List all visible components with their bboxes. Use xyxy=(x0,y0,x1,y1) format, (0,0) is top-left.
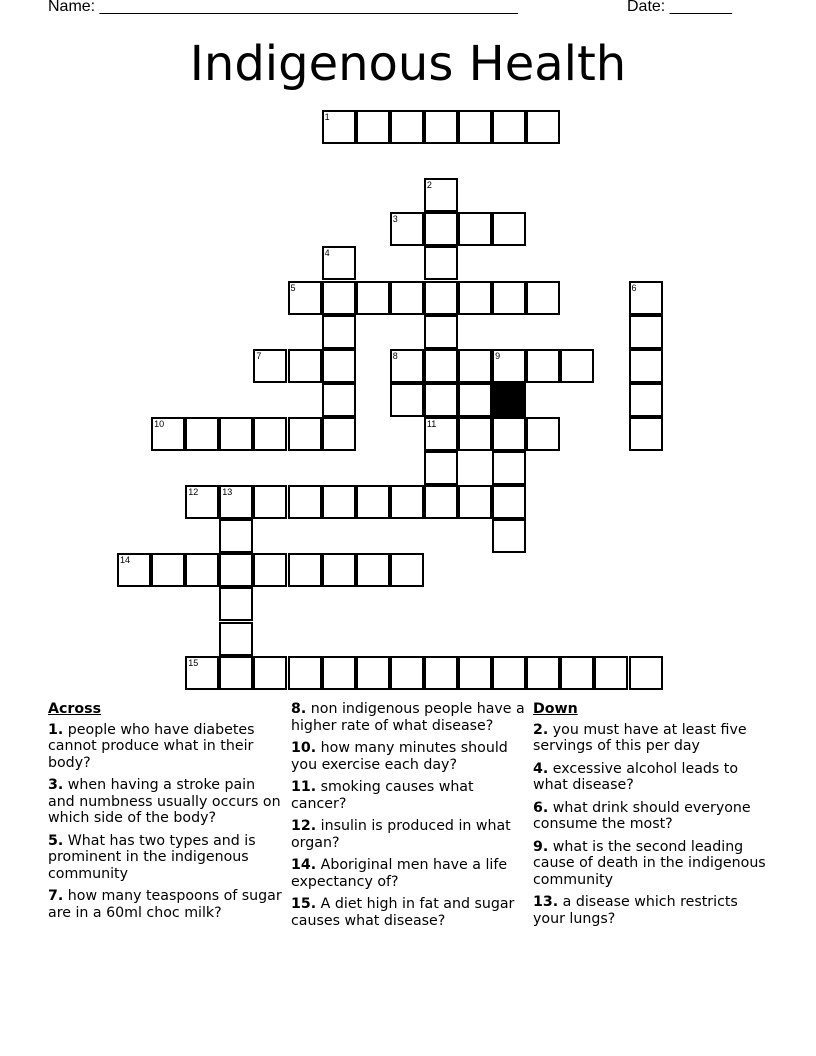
grid-cell[interactable] xyxy=(492,281,526,315)
grid-cell[interactable] xyxy=(253,485,287,519)
clue-item xyxy=(48,722,286,772)
clues-across-column xyxy=(48,701,286,927)
clue-item xyxy=(291,896,529,929)
grid-cell[interactable] xyxy=(424,178,458,212)
clues-down-column xyxy=(533,701,773,933)
grid-cell[interactable] xyxy=(219,656,253,690)
grid-cell[interactable] xyxy=(424,212,458,246)
clue-number: 2 xyxy=(426,180,432,191)
clue-item xyxy=(48,777,286,827)
grid-cell[interactable] xyxy=(629,349,663,383)
grid-cell[interactable] xyxy=(390,281,424,315)
grid-cell[interactable] xyxy=(322,281,356,315)
grid-cell[interactable] xyxy=(458,110,492,144)
across-heading: Across xyxy=(48,701,102,717)
grid-cell[interactable] xyxy=(424,281,458,315)
grid-cell[interactable] xyxy=(322,656,356,690)
clue-number: 4 xyxy=(324,248,330,259)
clue-number: 11 xyxy=(426,418,437,429)
grid-cell[interactable] xyxy=(288,349,322,383)
clue-item-number: 6. xyxy=(533,799,549,816)
clue-item-number: 11. xyxy=(291,779,317,795)
grid-cell[interactable] xyxy=(185,553,219,587)
grid-cell[interactable] xyxy=(219,587,253,621)
grid-cell[interactable] xyxy=(629,281,663,315)
grid-cell[interactable] xyxy=(424,110,458,144)
grid-cell[interactable] xyxy=(424,485,458,519)
clue-item xyxy=(291,818,529,851)
clue-item-number: 14. xyxy=(291,857,317,873)
down-heading: Down xyxy=(533,701,578,717)
grid-cell[interactable] xyxy=(288,553,322,587)
grid-cell[interactable] xyxy=(526,656,560,690)
grid-cell[interactable] xyxy=(424,383,458,417)
clue-item-number: 1. xyxy=(48,721,64,738)
grid-cell[interactable] xyxy=(390,383,424,417)
grid-cell[interactable] xyxy=(288,417,322,451)
grid-cell[interactable] xyxy=(322,553,356,587)
grid-cell[interactable] xyxy=(492,485,526,519)
grid-cell[interactable] xyxy=(390,110,424,144)
grid-cell[interactable] xyxy=(322,485,356,519)
grid-cell[interactable] xyxy=(117,553,151,587)
clue-item-text: non indigenous people have a higher rate of what disease? xyxy=(291,701,525,734)
blocked-cell xyxy=(492,383,526,417)
clue-item-number: 3. xyxy=(48,777,64,793)
clue-item-number: 5. xyxy=(48,832,64,849)
clue-number: 14 xyxy=(120,555,131,566)
clue-item xyxy=(48,888,286,921)
grid-cell[interactable] xyxy=(390,656,424,690)
grid-cell[interactable] xyxy=(253,656,287,690)
grid-cell[interactable] xyxy=(526,349,560,383)
grid-cell[interactable] xyxy=(185,656,219,690)
clue-number: 13 xyxy=(222,487,233,498)
grid-cell[interactable] xyxy=(288,656,322,690)
clue-item-text: What has two types and is prominent in the indigenous community xyxy=(48,832,256,882)
grid-cell[interactable] xyxy=(629,656,663,690)
grid-cell[interactable] xyxy=(390,485,424,519)
date-field[interactable]: Date: _______ xyxy=(627,0,732,15)
grid-cell[interactable] xyxy=(356,656,390,690)
grid-cell[interactable] xyxy=(424,349,458,383)
grid-cell[interactable] xyxy=(219,553,253,587)
clue-item-number: 7. xyxy=(48,888,64,904)
grid-cell[interactable] xyxy=(629,417,663,451)
grid-cell[interactable] xyxy=(253,349,287,383)
grid-cell[interactable] xyxy=(390,553,424,587)
grid-cell[interactable] xyxy=(185,485,219,519)
grid-cell[interactable] xyxy=(288,281,322,315)
grid-cell[interactable] xyxy=(356,281,390,315)
grid-cell[interactable] xyxy=(219,519,253,553)
grid-cell[interactable] xyxy=(424,451,458,485)
grid-cell[interactable] xyxy=(424,246,458,280)
grid-cell[interactable] xyxy=(526,281,560,315)
clue-item-text: insulin is produced in what organ? xyxy=(291,818,511,851)
grid-cell[interactable] xyxy=(629,315,663,349)
grid-cell[interactable] xyxy=(629,383,663,417)
clue-item-number: 13. xyxy=(533,894,559,910)
grid-cell[interactable] xyxy=(390,349,424,383)
clue-item-text: you must have at least five servings of this per day xyxy=(533,721,747,754)
clue-item-number: 9. xyxy=(533,838,549,855)
grid-cell[interactable] xyxy=(526,110,560,144)
grid-cell[interactable] xyxy=(492,519,526,553)
grid-cell[interactable] xyxy=(253,417,287,451)
clue-item-text: what is the second leading cause of death in the indigenous community xyxy=(533,838,766,888)
clue-number: 15 xyxy=(188,657,199,668)
grid-cell[interactable] xyxy=(219,485,253,519)
grid-cell[interactable] xyxy=(492,212,526,246)
clue-number: 1 xyxy=(324,112,330,122)
clue-item-number: 10. xyxy=(291,740,317,756)
puzzle-title: Indigenous Health xyxy=(189,36,627,92)
grid-cell[interactable] xyxy=(356,553,390,587)
grid-cell[interactable] xyxy=(322,246,356,280)
clue-item-text: smoking causes what cancer? xyxy=(291,779,474,812)
clue-item xyxy=(533,839,773,889)
grid-cell[interactable] xyxy=(492,417,526,451)
clue-number: 5 xyxy=(290,282,296,293)
clue-item xyxy=(533,761,773,794)
grid-cell[interactable] xyxy=(424,656,458,690)
grid-cell[interactable] xyxy=(322,349,356,383)
clue-item-text: how many teaspoons of sugar are in a 60ml choc milk? xyxy=(48,888,282,921)
grid-cell[interactable] xyxy=(492,451,526,485)
grid-cell[interactable] xyxy=(219,417,253,451)
clue-number: 6 xyxy=(631,282,637,293)
grid-cell[interactable] xyxy=(390,212,424,246)
clue-item xyxy=(533,800,773,833)
grid-cell[interactable] xyxy=(253,553,287,587)
clue-number: 8 xyxy=(392,350,398,361)
grid-cell[interactable] xyxy=(424,315,458,349)
clue-item-text: Aboriginal men have a life expectancy of? xyxy=(291,857,508,890)
grid-cell[interactable] xyxy=(560,656,594,690)
grid-cell[interactable] xyxy=(356,110,390,144)
grid-cell[interactable] xyxy=(526,417,560,451)
grid-cell[interactable] xyxy=(322,110,356,144)
grid-cell[interactable] xyxy=(151,553,185,587)
grid-cell[interactable] xyxy=(219,622,253,656)
grid-cell[interactable] xyxy=(288,485,322,519)
grid-cell[interactable] xyxy=(492,110,526,144)
clue-number: 3 xyxy=(392,214,398,225)
clue-item-number: 4. xyxy=(533,760,549,777)
grid-cell[interactable] xyxy=(322,417,356,451)
clues-across-continued-column xyxy=(291,701,529,935)
grid-cell[interactable] xyxy=(458,417,492,451)
grid-cell[interactable] xyxy=(322,315,356,349)
grid-cell[interactable] xyxy=(458,212,492,246)
grid-cell[interactable] xyxy=(356,485,390,519)
grid-cell[interactable] xyxy=(560,349,594,383)
clue-item xyxy=(291,740,529,773)
clue-item xyxy=(48,833,286,883)
grid-cell[interactable] xyxy=(322,383,356,417)
grid-cell[interactable] xyxy=(151,417,185,451)
clue-item xyxy=(533,722,773,755)
clue-item-number: 8. xyxy=(291,701,307,717)
clue-item-number: 2. xyxy=(533,721,549,738)
clue-item-number: 12. xyxy=(291,818,317,834)
clue-item xyxy=(291,701,529,734)
clue-number: 10 xyxy=(154,418,165,429)
grid-cell[interactable] xyxy=(458,485,492,519)
grid-cell[interactable] xyxy=(458,656,492,690)
clue-item-text: a disease which restricts your lungs? xyxy=(533,894,738,927)
grid-cell[interactable] xyxy=(458,383,492,417)
grid-cell[interactable] xyxy=(492,656,526,690)
grid-cell[interactable] xyxy=(424,417,458,451)
clue-number: 9 xyxy=(495,350,501,361)
clue-number: 7 xyxy=(256,350,262,361)
clue-item-text: how many minutes should you exercise each day? xyxy=(291,740,508,773)
clue-item-text: people who have diabetes cannot produce what in their body? xyxy=(48,721,255,771)
name-field[interactable]: Name: _______________________________________________ xyxy=(48,0,518,15)
clue-number: 12 xyxy=(188,487,199,498)
clue-item xyxy=(291,857,529,890)
clue-item xyxy=(291,779,529,812)
clue-item xyxy=(533,894,773,927)
grid-cell[interactable] xyxy=(458,349,492,383)
grid-cell[interactable] xyxy=(185,417,219,451)
clue-item-text: when having a stroke pain and numbness usually occurs on which side of the body? xyxy=(48,777,281,826)
clue-item-text: excessive alcohol leads to what disease? xyxy=(533,760,739,793)
grid-cell[interactable] xyxy=(594,656,628,690)
grid-cell[interactable] xyxy=(458,281,492,315)
clue-item-number: 15. xyxy=(291,896,317,912)
clue-item-text: A diet high in fat and sugar causes what disease? xyxy=(291,896,515,929)
clue-item-text: what drink should everyone consume the most? xyxy=(533,799,751,832)
grid-cell[interactable] xyxy=(492,349,526,383)
